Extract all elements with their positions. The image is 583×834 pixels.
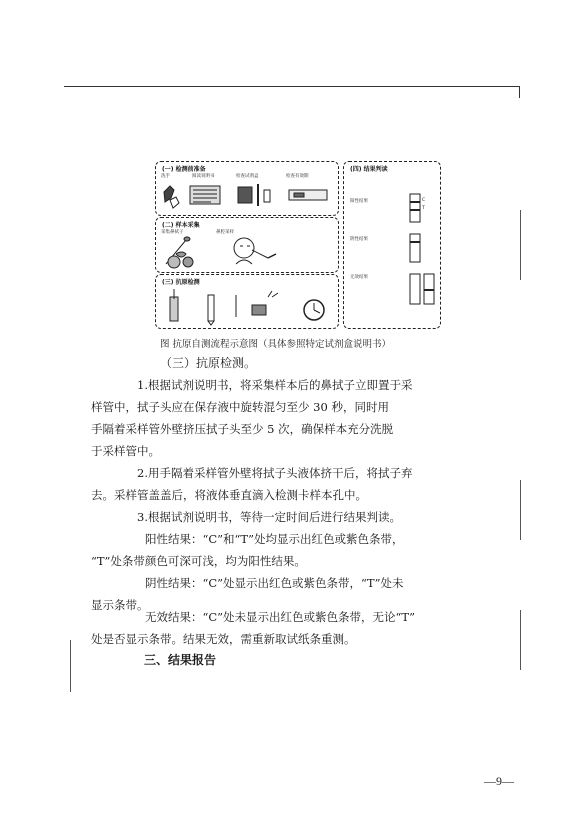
paragraph-positive bbox=[91, 528, 503, 572]
panel-test-title: (三) 抗原检测 bbox=[162, 279, 200, 286]
strip-letter-t: T bbox=[422, 206, 425, 211]
panel-antigen-test bbox=[155, 274, 339, 329]
result-strips bbox=[344, 162, 440, 328]
preparation-illustrations bbox=[156, 162, 338, 215]
p4-line-2: “T”处条带颜色可深可浅，均为阳性结果。 bbox=[91, 554, 306, 568]
label-positive: 阳性结果 bbox=[350, 199, 368, 204]
label-read-manual: 阅读说明书 bbox=[192, 174, 215, 179]
label-nasal-sampling: 鼻腔采样 bbox=[216, 230, 234, 235]
p2-line-1: 2.用手隔着采样管外壁将拭子头液体挤干后，将拭子弃 bbox=[137, 466, 413, 480]
p3-line-1: 3.根据试剂说明书，等待一定时间后进行结果判读。 bbox=[137, 510, 401, 524]
p2-line-2: 去。采样管盖盖后，将液体垂直滴入检测卡样本孔中。 bbox=[91, 488, 367, 502]
antigen-test-illustrations bbox=[156, 275, 338, 328]
margin-line-right-3 bbox=[520, 610, 521, 670]
margin-line-right-2 bbox=[520, 480, 521, 540]
figure-caption: 图 抗原自测流程示意图（具体参照特定试剂盒说明书） bbox=[160, 339, 392, 350]
top-rule bbox=[64, 86, 520, 87]
antigen-test-flow-figure bbox=[153, 159, 441, 329]
paragraph-invalid bbox=[91, 606, 503, 650]
strip-letter-c: C bbox=[422, 198, 426, 203]
panel-preparation bbox=[155, 161, 339, 216]
p1-line-3: 手隔着采样管外壁挤压拭子头至少 5 次，确保样本充分洗脱 bbox=[91, 422, 394, 436]
p5-line-2: 显示条带。 bbox=[91, 598, 149, 612]
p6-line-2: 处是否显示条带。结果无效，需重新取试纸条重测。 bbox=[91, 632, 356, 646]
label-check-kit: 检查试剂盒 bbox=[236, 174, 259, 179]
panel-preparation-title: (一) 检测前准备 bbox=[162, 166, 206, 173]
corner-mark bbox=[519, 86, 520, 98]
label-wash-hands: 洗手 bbox=[161, 174, 170, 179]
margin-line-left bbox=[70, 640, 71, 692]
page-number: —9— bbox=[484, 774, 514, 788]
label-swab: 采集鼻拭子 bbox=[161, 230, 184, 235]
panel-result-title: (四) 结果判读 bbox=[350, 166, 388, 173]
p1-line-2: 样管中，拭子头应在保存液中旋转混匀至少 30 秒，同时用 bbox=[91, 400, 389, 414]
p4-line-1: 阳性结果：“C”和“T”处均显示出红色或紫色条带， bbox=[145, 532, 404, 546]
panel-sample-collection bbox=[155, 217, 339, 273]
panel-sample-title: (二) 样本采集 bbox=[162, 222, 200, 229]
section-heading-results-report: 三、结果报告 bbox=[144, 653, 217, 667]
label-invalid: 无效结果 bbox=[350, 275, 368, 280]
section-subheading: （三）抗原检测。 bbox=[160, 356, 257, 370]
paragraph-2 bbox=[91, 462, 503, 506]
label-check-expiry: 检查有效期 bbox=[286, 174, 309, 179]
margin-line-right-1 bbox=[520, 210, 521, 280]
p6-line-1: 无效结果：“C”处未显示出红色或紫色条带，无论“T” bbox=[145, 610, 415, 624]
p1-line-1: 1.根据试剂说明书，将采集样本后的鼻拭子立即置于采 bbox=[137, 378, 413, 392]
paragraph-3 bbox=[103, 506, 503, 528]
p1-line-4: 于采样管中。 bbox=[91, 444, 160, 458]
label-negative: 阴性结果 bbox=[350, 237, 368, 242]
p5-line-1: 阴性结果：“C”处显示出红色或紫色条带，“T”处未 bbox=[145, 576, 404, 590]
paragraph-1 bbox=[91, 374, 503, 462]
panel-result-interpretation bbox=[343, 161, 441, 329]
sample-collection-illustrations bbox=[156, 218, 338, 272]
